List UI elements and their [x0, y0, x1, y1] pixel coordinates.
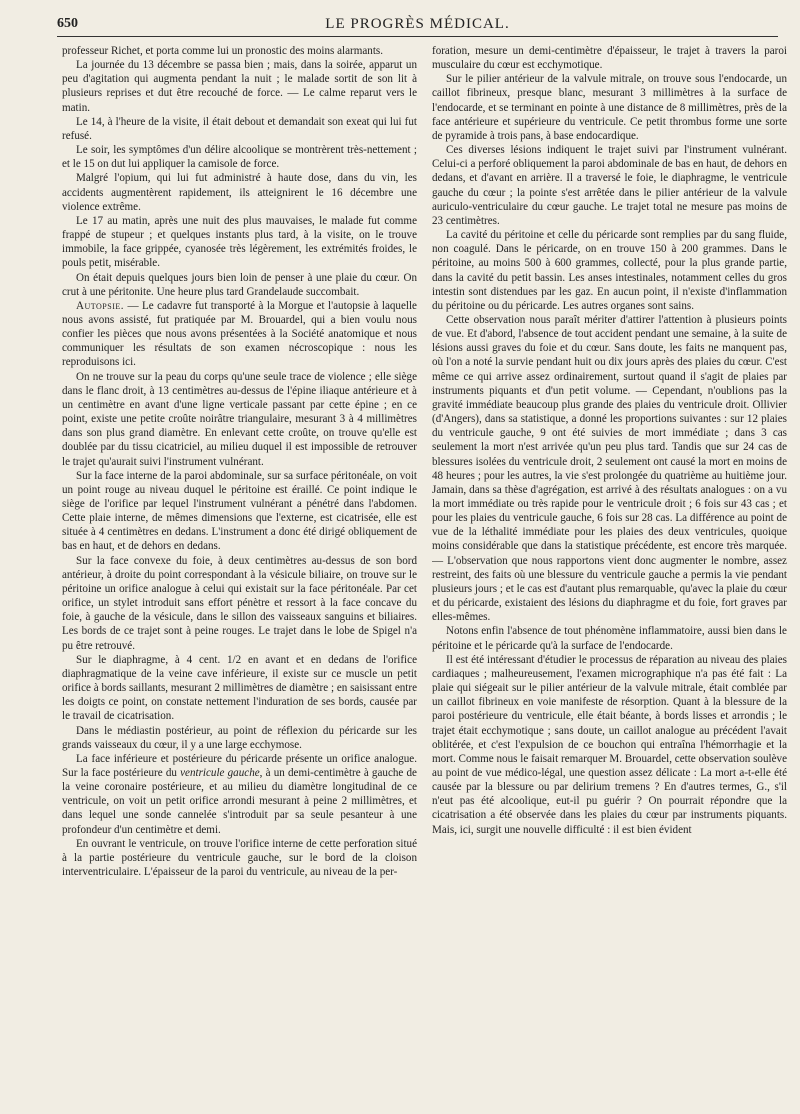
paragraph: Sur la face interne de la paroi abdominale, sur sa surface péritonéale, on voit un point rouge au niveau duquel le péritoine est éraillé. Ce point indique le siège de l'orifice par lequel l'instrument vulnérant a pénétré dans l'abdomen. Cette plaie interne, de mêmes dimensions que l'externe, est cicatrisée, elle est située à 4 centimètres en dedans. L'instrument a donc été dirigé obliquement de bas en haut, et de dehors en dedans. — [62, 469, 417, 553]
paragraph: Sur le diaphragme, à 4 cent. 1/2 en avant et en dedans de l'orifice diaphragmatique de la veine cave inférieure, il existe sur ce muscle un petit orifice à bords saillants, mesurant 2 millimètres de diamètre ; en saisissant entre les doigts ce point, on constate nettement l'induration de ses bords, causée par le travail de cicatrisation. — [62, 653, 417, 723]
paragraph: La journée du 13 décembre se passa bien ; mais, dans la soirée, apparut un peu d'agitation qui augmenta pendant la nuit ; le malade sortit de son lit à plusieurs reprises et dut être recouché de force. — Le calme reparut vers le matin. — [62, 59, 417, 114]
page-header — [57, 16, 778, 37]
page-number: 650 — [57, 16, 78, 31]
paragraph: Le 14, à l'heure de la visite, il était debout et demandait son exeat qui lui fut refusé. — [62, 115, 417, 142]
paragraph: Malgré l'opium, qui lui fut administré à haute dose, dans du vin, les accidents augmentèrent rapidement, ils atteignirent le 16 décembre une violence extrême. — [62, 172, 417, 213]
paragraph: Sur la face convexe du foie, à deux centimètres au-dessus de son bord antérieur, à droite du point correspondant à la vésicule biliaire, on trouve sur le péritoine un orifice analogue à celui qui existait sur la face péritonéale. Par cet orifice, un stylet introduit sans effort pénètre et ressort à la face concave du foie, à gauche de la vésicule, dans le sillon des vaisseaux sanguins et biliaires. Les bords de ce trajet sont à peine rouges. Le trajet dans le lobe de Spigel n'a pu être retrouvé. — [62, 554, 417, 652]
paragraph: On était depuis quelques jours bien loin de penser à une plaie du cœur. On crut à une péritonite. Une heure plus tard Grandelaude succombait. — [62, 271, 417, 298]
paragraph: foration, mesure un demi-centimètre d'épaisseur, le trajet à travers la paroi musculaire du cœur est ecchymotique. — [432, 45, 787, 72]
journal-title: LE PROGRÈS MÉDICAL. — [325, 16, 510, 32]
italic-phrase: ventricule gauche — [180, 766, 260, 779]
paragraph: La cavité du péritoine et celle du péricarde sont remplies par du sang fluide, non coagulé. Dans le péricarde, on en trouve 150 à 200 grammes. Dans le péritoine, au moins 500 à 600 grammes, collecté, pour la plus grande partie, dans la cavité du petit bassin. Les anses intestinales, notamment celles du gros intestin sont distendues par les gaz. En aucun point, il n'existe d'inflammation du péritoine ou du péricarde. Les autres organes sont sains. — [432, 229, 787, 312]
autopsy-paragraph — [62, 299, 417, 370]
paragraph: Sur le pilier antérieur de la valvule mitrale, on trouve sous l'endocarde, un caillot fibrineux, presque blanc, mesurant 3 millimètres à la surface de l'endocarde, et se terminant en pointe à une distance de 8 millimètres, près de la face antérieure et supérieure du ventricule. Ce petit thrombus forme une sorte de pyramide à trois pans, à base endocardique. — [432, 73, 787, 142]
paragraph: En ouvrant le ventricule, on trouve l'orifice interne de cette perforation situé à la partie postérieure du ventricule gauche, sur le bord de la cloison interventriculaire. L'épaisseur de la paroi du ventricule, au niveau de la per- — [62, 837, 417, 879]
paragraph: Dans le médiastin postérieur, au point de réflexion du péricarde sur les grands vaisseaux du cœur, il y a une large ecchymose. — [62, 724, 417, 751]
paragraph: Il est été intéressant d'étudier le processus de réparation au niveau des plaies cardiaques ; malheureusement, l'examen micrographique n'a pas été fait : La plaie qui siégeait sur le pilier antérieur de la valvule mitrale, était comblée par un caillot fibrineux en voie manifeste de résorption. Quant à la blessure de la paroi postérieure du ventricule, elle était béante, à bords lisses et arrondis ; le trajet était ecchymotique ; sans doute, un caillot analogue au précédent l'avait oblitérée, et c'est l'expulsion de ce bouchon qui entraîna l'hémorrhagie et la mort. Comme nous le faisait remarquer M. Brouardel, cette observation soulève au point de vue médico-légal, une question assez délicate : La mort a-t-elle été causée par la blessure ou par delirium tremens ? En d'autres termes, G., s'il n'eut pas été alcoolique, eut-il pu guérir ? On pourrait répondre que la cicatrisation a été observée dans les plaies du cœur par instruments piquants. Mais, ici, surgit une nouvelle difficulté : il est bien évident — [432, 653, 787, 836]
paragraph: professeur Richet, et porta comme lui un pronostic des moins alarmants. — [62, 45, 384, 57]
paragraph: La face inférieure et postérieure du péricarde présente un orifice analogue. Sur la face postérieure du ventricule gauche, à un demi-centimètre à gauche de la veine coronaire postérieure, et au milieu du diamètre longitudinal de ce ventricule, on voit un petit orifice arrondi mesurant à peine 2 millimètres, et dans lequel une sonde cannelée s'introduit par sa seule pesanteur à une profondeur d'un centimètre et demi. — [62, 752, 417, 836]
autopsy-label: Autopsie. — [76, 299, 125, 312]
paragraph: Le 17 au matin, après une nuit des plus mauvaises, le malade fut comme frappé de stupeur ; et quelques instants plus tard, à la visite, on le trouve immobile, la face grippée, cyanosée très légèrement, les extrémités froides, le pouls petit, misérable. — [62, 214, 417, 270]
paragraph: On ne trouve sur la peau du corps qu'une seule trace de violence ; elle siège dans le flanc droit, à 13 centimètres au-dessus de l'épine iliaque antérieure et à un centimètre en avant d'une ligne verticale passant par cette épine ; en ce point, existe une petite croûte noirâtre triangulaire, mesurant 3 à 4 millimètres dans son plus grand diamètre. En enlevant cette croûte, on trouve qu'elle est doublée par du tissu cicatriciel, au milieu duquel il est impossible de retrouver le trajet qu'aurait suivi l'instrument vulnérant. — [62, 370, 417, 468]
paragraph: Notons enfin l'absence de tout phénomène inflammatoire, aussi bien dans le péritoine et le péricarde qu'à la surface de l'endocarde. — [432, 625, 787, 652]
left-column — [62, 44, 417, 1104]
paragraph: Cette observation nous paraît mériter d'attirer l'attention à plusieurs points de vue. Et d'abord, l'absence de tout accident pendant une semaine, à la suite de lésions aussi graves du foie et du cœur. Sans doute, les faits ne manquent pas, où l'on a noté la survie pendant huit ou dix jours après des plaies du cœur. C'est même ce qui arrive assez ordinairement, surtout quand il s'agit de plaies par instruments piquants et d'un petit volume. — Cependant, n'oublions pas la gravité immédiate beaucoup plus grande des plaies du ventricule droit. Ollivier (d'Angers), dans sa statistique, a donné les proportions suivantes : sur 12 plaies du ventricule gauche, 9 ont été suivies de mort immédiate ; dans 3 cas seulement la mort n'est arrivée qu'un peu plus tard. Tandis que sur 24 cas de blessures isolées du ventricule droit, 2 seulement ont causé la mort en moins de 48 heures ; pour les autres, la vie s'est prolongée du quatrième au huitième jour. Jamain, dans sa thèse d'agrégation, est arrivé à des résultats analogues : on a vu la mort immédiate ou très rapide pour le ventricule droit ; 6 fois sur 43 cas ; et pour les plaies du ventricule gauche, 6 fois sur 28 cas. La différence au point de vue de la léthalité immédiate pour les plaies des deux ventricules, quoique moins considérable que dans la statistique précédente, est encore très marquée. — L'observation que nous rapportons vient donc augmenter le nombre, assez restreint, des faits où une blessure du ventricule gauche a permis la vie pendant plusieurs jours ; et le cas est d'autant plus remarquable, qu'avec la plaie du cœur et du péricarde, existaient des lésions du diaphragme et du foie, fort graves par elles-mêmes. — [432, 313, 787, 624]
paragraph: Le soir, les symptômes d'un délire alcoolique se montrèrent très-nettement ; et le 15 on dut lui appliquer la camisole de force. — [62, 144, 417, 171]
right-column — [432, 44, 787, 1104]
autopsy-text: — Le cadavre fut transporté à la Morgue et l'autopsie à laquelle nous avons assisté, fut pratiquée par M. Brouardel, qui a bien voulu nous confier les pièces que nous avons présentées à la Société anatomique et nous communiquer les résultats de son examen nécroscopique : nous les reproduisons ici. — [62, 299, 417, 369]
paragraph: Ces diverses lésions indiquent le trajet suivi par l'instrument vulnérant. Celui-ci a perforé obliquement la paroi abdominale de bas en haut, de dehors en dedans, et d'avant en arrière. Il a traversé le foie, le diaphragme, le ventricule gauche du cœur ; la pointe s'est arrêtée dans le pilier antérieur de la valvule auriculo-ventriculaire du cœur gauche. Le trajet total ne mesure pas moins de 23 centimètres. — [432, 144, 787, 227]
